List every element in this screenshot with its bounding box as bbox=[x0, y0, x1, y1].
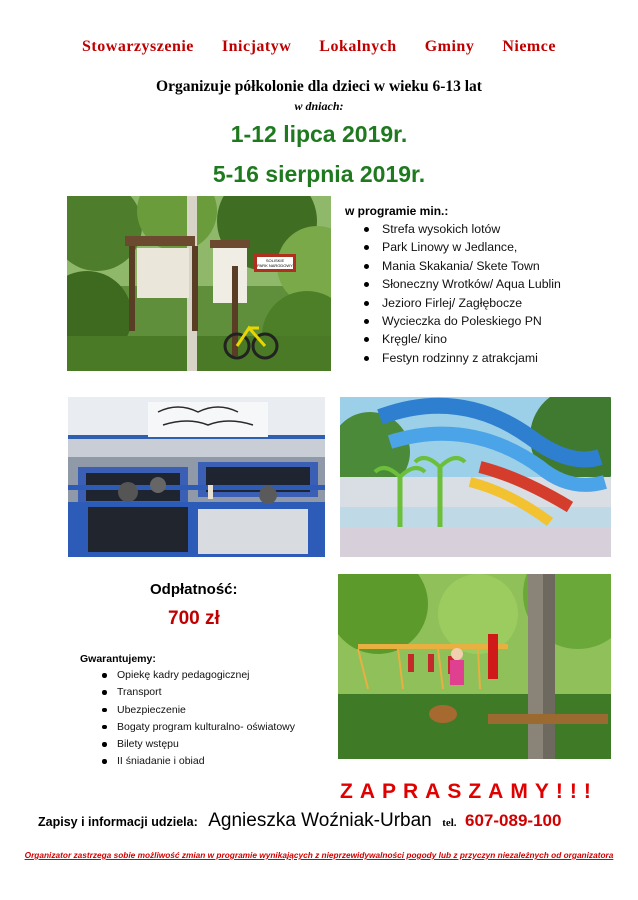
fee-label: Odpłatność: bbox=[150, 581, 238, 598]
tel-label: tel. bbox=[442, 817, 457, 829]
sign-line1: SOLISKIE bbox=[265, 258, 285, 263]
photo-forest-trail bbox=[67, 196, 331, 371]
invitation-heading: ZAPRASZAMY!!! bbox=[340, 780, 598, 803]
contact-line bbox=[38, 810, 638, 832]
list-item: Jezioro Firlej/ Zagłębocze bbox=[362, 294, 561, 312]
list-item: Mania Skakania/ Skete Town bbox=[362, 257, 561, 275]
org-word: Niemce bbox=[502, 38, 556, 55]
list-item: Bogaty program kulturalno- oświatowy bbox=[100, 719, 295, 736]
list-item: Bilety wstępu bbox=[100, 736, 295, 753]
photo-rope-park bbox=[338, 574, 611, 759]
date-july: 1-12 lipca 2019r. bbox=[230, 121, 408, 147]
guarantees-title: Gwarantujemy: bbox=[80, 653, 156, 665]
program-title: w programie min.: bbox=[345, 204, 449, 218]
sign-text bbox=[256, 258, 294, 268]
contact-label: Zapisy i informacji udziela: bbox=[38, 815, 198, 829]
subtitle: Organizuje półkolonie dla dzieci w wieku 6-13 lat bbox=[156, 78, 482, 95]
disclaimer: Organizator zastrzega sobie możliwość zmian w programie wynikających z nieprzewidywalności pogody lub z przyczyn niezależnych od organizatora bbox=[24, 850, 614, 860]
list-item: Transport bbox=[100, 684, 295, 701]
list-item: Kręgle/ kino bbox=[362, 330, 561, 348]
organization-name bbox=[0, 38, 638, 56]
dates-intro: w dniach: bbox=[294, 99, 344, 113]
guarantees-list bbox=[100, 667, 295, 771]
list-item: Strefa wysokich lotów bbox=[362, 220, 561, 238]
org-word: Inicjatyw bbox=[221, 38, 292, 55]
org-word: Gminy bbox=[424, 38, 475, 55]
list-item: Opiekę kadry pedagogicznej bbox=[100, 667, 295, 684]
fee-value: 700 zł bbox=[168, 608, 220, 629]
list-item: Festyn rodzinny z atrakcjami bbox=[362, 349, 561, 367]
list-item: Słoneczny Wrotków/ Aqua Lublin bbox=[362, 275, 561, 293]
date-august: 5-16 sierpnia 2019r. bbox=[212, 161, 426, 187]
org-word: Stowarzyszenie bbox=[82, 38, 194, 55]
program-list bbox=[362, 220, 561, 367]
list-item: II śniadanie i obiad bbox=[100, 753, 295, 770]
photo-trampoline-park bbox=[68, 397, 325, 557]
phone-number: 607-089-100 bbox=[465, 811, 562, 830]
contact-name: Agnieszka Woźniak-Urban bbox=[208, 810, 432, 831]
sign-line2: PARK NARODOWY bbox=[257, 263, 293, 268]
photo-aquapark bbox=[340, 397, 611, 557]
list-item: Park Linowy w Jedlance, bbox=[362, 238, 561, 256]
org-word: Lokalnych bbox=[319, 38, 397, 55]
list-item: Ubezpieczenie bbox=[100, 702, 295, 719]
list-item: Wycieczka do Poleskiego PN bbox=[362, 312, 561, 330]
